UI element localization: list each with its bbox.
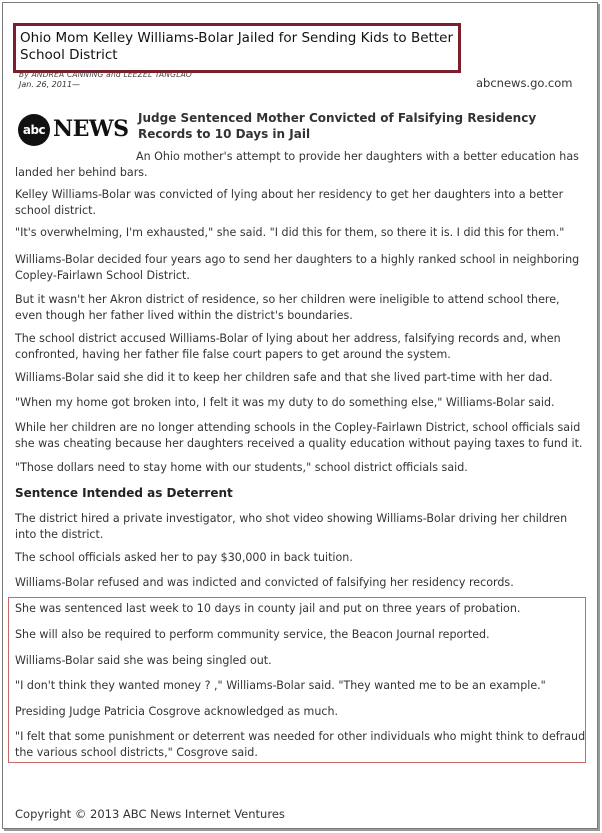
paragraph-9: While her children are no longer attending schools in the Copley-Fairlawn District, school officials said she was cheating because her daughters received a quality education without paying taxes to fund it. [15, 421, 583, 450]
article-page [2, 2, 598, 829]
paragraph-10: "Those dollars need to stay home with our students," school district officials said. [15, 461, 468, 474]
news-wordmark: NEWS [53, 116, 129, 142]
paragraph-2: Kelley Williams-Bolar was convicted of lying about her residency to get her daughters into a better school district. [15, 188, 564, 217]
dateline: Jan. 26, 2011— [19, 80, 81, 89]
source-domain[interactable]: abcnews.go.com [476, 76, 573, 90]
article-headline: Ohio Mom Kelley Williams-Bolar Jailed for Sending Kids to Better School District [20, 30, 453, 63]
headline-highlight-box [13, 23, 461, 73]
paragraph-7: Williams-Bolar said she did it to keep her children safe and that she lived part-time with her dad. [15, 371, 553, 384]
paragraph-14: She was sentenced last week to 10 days in county jail and put on three years of probation. [15, 602, 521, 615]
paragraph-19: "I felt that some punishment or deterrent was needed for other individuals who might think to defraud the various school districts," Cosgrove said. [15, 730, 586, 759]
abc-news-logo [18, 113, 130, 147]
paragraph-8: "When my home got broken into, I felt it was my duty to do something else," Williams-Bolar said. [15, 396, 555, 409]
paragraph-11: The district hired a private investigator, who shot video showing Williams-Bolar driving her children into the district. [15, 512, 568, 541]
paragraph-13: Williams-Bolar refused and was indicted and convicted of falsifying her residency records. [15, 576, 514, 589]
byline: By ANDREA CANNING and LEEZEL TANGLAO [19, 70, 193, 79]
paragraph-17: "I don't think they wanted money ? ," Williams-Bolar said. "They wanted me to be an example." [15, 679, 546, 692]
paragraph-3: "It's overwhelming, I'm exhausted," she said. "I did this for them, so there it is. I did this for them." [15, 226, 565, 239]
article-subhead: Judge Sentenced Mother Convicted of Falsifying Residency Records to 10 Days in Jail [138, 111, 537, 141]
paragraph-1: An Ohio mother's attempt to provide her daughters with a better education has landed her behind bars. [15, 150, 579, 179]
paragraph-18: Presiding Judge Patricia Cosgrove acknowledged as much. [15, 705, 339, 718]
paragraph-15: She will also be required to perform community service, the Beacon Journal reported. [15, 628, 490, 641]
paragraph-16: Williams-Bolar said she was being singled out. [15, 654, 272, 667]
paragraph-5: But it wasn't her Akron district of residence, so her children were ineligible to attend school there, even though her father lived within the district's boundaries. [15, 293, 560, 322]
paragraph-4: Williams-Bolar decided four years ago to send her daughters to a highly ranked school in neighboring Copley-Fairlawn School District. [15, 253, 580, 282]
paragraph-12: The school officials asked her to pay $30,000 in back tuition. [15, 551, 353, 564]
copyright-footer: Copyright © 2013 ABC News Internet Ventures [15, 807, 285, 821]
section-heading: Sentence Intended as Deterrent [15, 486, 233, 500]
abc-logo-icon: abc [18, 114, 50, 146]
paragraph-6: The school district accused Williams-Bolar of lying about her address, falsifying records and, when confronted, having her father file false court papers to get around the system. [15, 332, 561, 361]
